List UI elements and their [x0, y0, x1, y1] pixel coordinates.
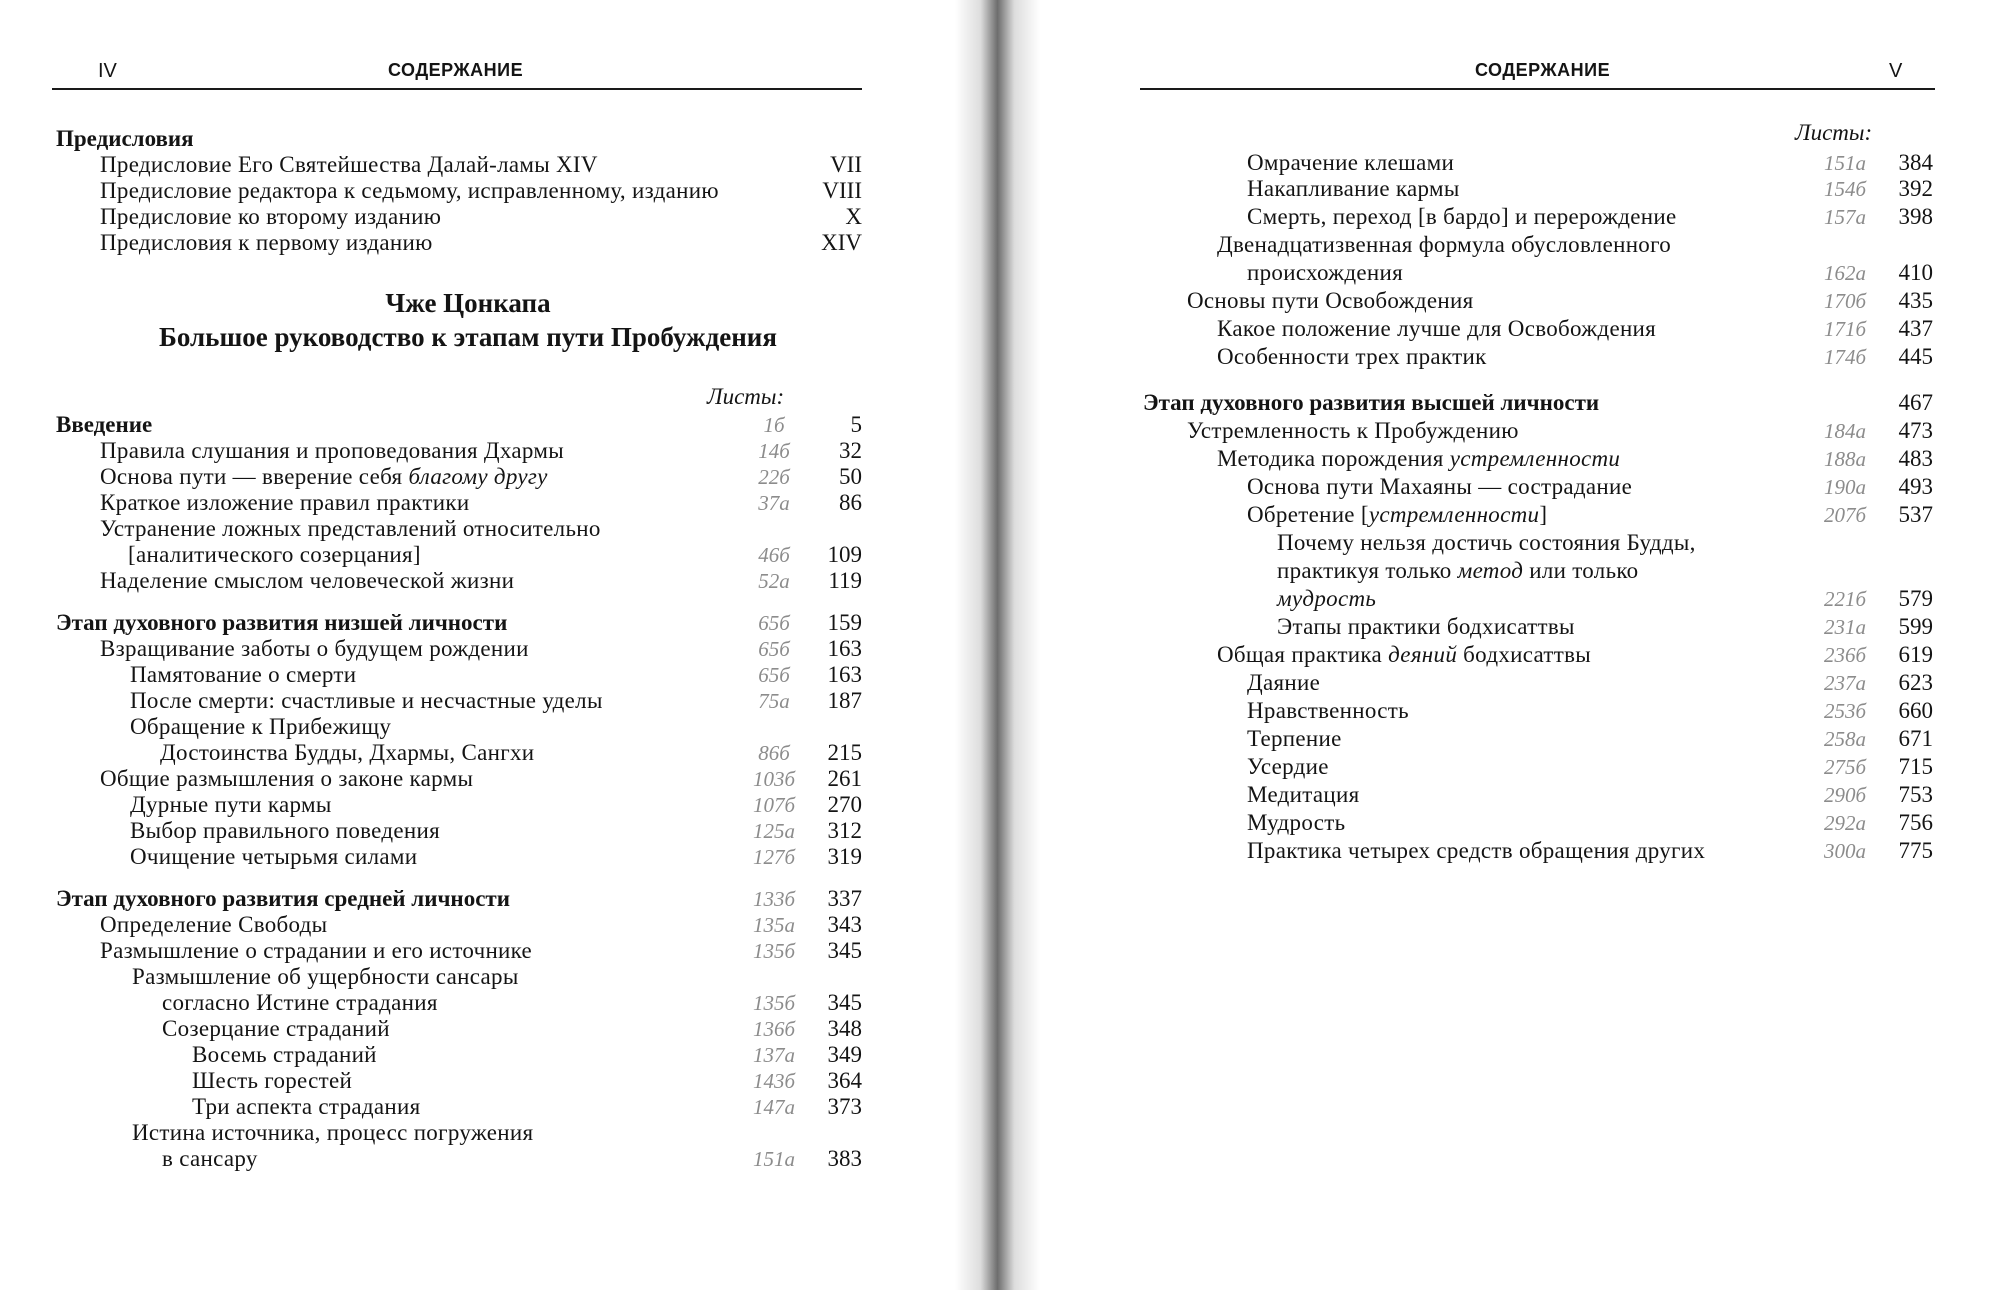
page-ref: 579 — [1898, 586, 1933, 611]
toc-entry: Смерть, переход [в бардо] и перерождение — [1247, 204, 1677, 229]
toc-entry: Памятование о смерти — [130, 662, 357, 687]
toc-entry: Созерцание страданий — [162, 1016, 390, 1041]
leaf-ref: 46б — [758, 543, 790, 567]
toc-entry: Очищение четырьмя силами — [130, 844, 418, 869]
toc-entry: После смерти: счастливые и несчастные уделы — [130, 688, 603, 713]
page-ref: 261 — [827, 766, 862, 791]
toc-entry: Медитация — [1247, 782, 1360, 807]
page-ref: 163 — [827, 636, 862, 661]
leaf-ref: 1б — [763, 413, 785, 437]
toc-entry: Размышление об ущербности сансары — [132, 964, 519, 989]
page-ref: 159 — [827, 610, 862, 635]
page-ref: 599 — [1898, 614, 1933, 639]
toc-entry: Основы пути Освобождения — [1187, 288, 1474, 313]
leaf-ref: 86б — [758, 741, 790, 765]
toc-entry: практикуя только метод или только — [1277, 558, 1639, 583]
leaf-ref: 135б — [752, 939, 796, 963]
book-title: Большое руководство к этапам пути Пробуждения — [159, 322, 777, 352]
leaf-ref: 14б — [758, 439, 790, 463]
page-ref: VII — [830, 152, 862, 177]
leaf-ref: 37а — [758, 491, 790, 515]
toc-entry: Наделение смыслом человеческой жизни — [100, 568, 515, 593]
leaf-ref: 221б — [1823, 587, 1867, 611]
toc-entry: Определение Свободы — [100, 912, 328, 937]
page-ref: 623 — [1898, 670, 1933, 695]
toc-entry: Нравственность — [1247, 698, 1409, 723]
leaf-ref: 162а — [1824, 261, 1866, 285]
toc-entry: Восемь страданий — [192, 1042, 377, 1067]
page-ref: 753 — [1898, 782, 1933, 807]
page-ref: 398 — [1898, 204, 1933, 229]
leaf-ref: 275б — [1823, 755, 1867, 779]
toc-entry: Основа пути Махаяны — сострадание — [1247, 474, 1633, 499]
leaf-ref: 127б — [752, 845, 796, 869]
page-ref: 86 — [839, 490, 862, 515]
toc-entry: Омрачение клешами — [1247, 150, 1455, 175]
page-ref: 348 — [827, 1016, 862, 1041]
leaf-ref: 300а — [1824, 839, 1866, 863]
page-ref: 537 — [1898, 502, 1933, 527]
page-ref: 109 — [827, 542, 862, 567]
page-ref: 467 — [1898, 390, 1933, 415]
section-heading: Предисловия — [56, 126, 194, 151]
page-ref: 215 — [827, 740, 862, 765]
page-ref: 445 — [1898, 344, 1933, 369]
leaf-ref: 135а — [753, 913, 795, 937]
page-ref: 671 — [1898, 726, 1933, 751]
toc-entry: Введение — [56, 412, 153, 437]
page-ref: 660 — [1898, 698, 1933, 723]
page-ref: XIV — [821, 230, 862, 255]
leaf-ref: 133б — [752, 887, 796, 911]
toc-entry: Этап духовного развития низшей личности — [56, 610, 508, 635]
page-ref: 715 — [1898, 754, 1933, 779]
leaf-ref: 22б — [758, 465, 790, 489]
header-rule — [1140, 88, 1935, 90]
page-ref: 119 — [828, 568, 862, 593]
author-name: Чже Цонкапа — [385, 288, 551, 318]
page-ref: 345 — [827, 990, 862, 1015]
toc-entry: Взращивание заботы о будущем рождении — [100, 636, 529, 661]
leaf-ref: 107б — [752, 793, 796, 817]
leaf-ref: 136б — [752, 1017, 796, 1041]
leaf-ref: 151а — [1824, 151, 1866, 175]
page-ref: 349 — [827, 1042, 862, 1067]
toc-entry: согласно Истине страдания — [162, 990, 438, 1015]
page-ref: 364 — [827, 1068, 862, 1093]
toc-entry: Накапливание кармы — [1247, 176, 1460, 201]
leaf-ref: 103б — [752, 767, 796, 791]
running-header: СОДЕРЖАНИЕ — [1475, 60, 1611, 80]
toc-entry: Основа пути — вверение себя благому другу — [100, 464, 548, 489]
leaf-ref: 52а — [758, 569, 790, 593]
leaf-ref: 170б — [1823, 289, 1867, 313]
toc-entry: Почему нельзя достичь состояния Будды, — [1277, 530, 1696, 555]
leaf-ref: 231а — [1824, 615, 1866, 639]
leaf-ref: 258а — [1824, 727, 1866, 751]
leaf-ref: 137а — [753, 1043, 795, 1067]
page-ref: 163 — [827, 662, 862, 687]
page-ref: 337 — [827, 886, 862, 911]
toc-entry: [аналитического созерцания] — [128, 542, 421, 567]
page-ref: 756 — [1898, 810, 1933, 835]
toc-entry: Этапы практики бодхисаттвы — [1277, 614, 1575, 639]
right-page — [985, 0, 2000, 1290]
toc-entry: Выбор правильного поведения — [130, 818, 440, 843]
toc-entry: мудрость — [1277, 586, 1377, 611]
page-ref: 384 — [1898, 150, 1933, 175]
toc-entry: Этап духовного развития средней личности — [56, 886, 510, 911]
leaves-column-label: Листы: — [1795, 120, 1873, 145]
toc-entry: Правила слушания и проповедования Дхармы — [100, 438, 564, 463]
page-ref: 493 — [1898, 474, 1933, 499]
page-ref: 373 — [827, 1094, 862, 1119]
page-ref: X — [845, 204, 862, 229]
page-ref: 319 — [827, 844, 862, 869]
toc-entry: Усердие — [1247, 754, 1329, 779]
leaf-ref: 65б — [758, 663, 790, 687]
toc-entry: Общие размышления о законе кармы — [100, 766, 474, 791]
page-ref: 312 — [827, 818, 862, 843]
header-rule — [52, 88, 862, 90]
page-ref: 343 — [827, 912, 862, 937]
leaf-ref: 236б — [1823, 643, 1867, 667]
running-header: СОДЕРЖАНИЕ — [388, 60, 524, 80]
leaf-ref: 154б — [1823, 177, 1867, 201]
toc-entry: Даяние — [1247, 670, 1321, 695]
leaf-ref: 207б — [1823, 503, 1867, 527]
toc-entry: Мудрость — [1247, 810, 1346, 835]
leaf-ref: 157а — [1824, 205, 1866, 229]
page-ref: 383 — [827, 1146, 862, 1171]
toc-entry: Предисловие Его Святейшества Далай-ламы XIV — [100, 152, 598, 177]
toc-entry: Терпение — [1247, 726, 1342, 751]
leaf-ref: 290б — [1823, 783, 1867, 807]
toc-entry: Двенадцатизвенная формула обусловленного — [1217, 232, 1672, 257]
page-ref: 345 — [827, 938, 862, 963]
toc-entry: в сансару — [162, 1146, 258, 1171]
toc-entry: Этап духовного развития высшей личности — [1143, 390, 1600, 415]
toc-entry: Устремленность к Пробуждению — [1187, 418, 1519, 443]
page-ref: 187 — [827, 688, 862, 713]
toc-entry: Истина источника, процесс погружения — [132, 1120, 534, 1145]
toc-entry: Достоинства Будды, Дхармы, Сангхи — [160, 740, 535, 765]
leaf-ref: 253б — [1823, 699, 1867, 723]
toc-entry: происхождения — [1247, 260, 1403, 285]
toc-entry: Шесть горестей — [192, 1068, 353, 1093]
leaf-ref: 237а — [1824, 671, 1866, 695]
leaf-ref: 65б — [758, 637, 790, 661]
leaf-ref: 147а — [753, 1095, 795, 1119]
page-ref: 437 — [1898, 316, 1933, 341]
toc-entry: Практика четырех средств обращения других — [1247, 838, 1706, 863]
leaf-ref: 65б — [758, 611, 790, 635]
toc-entry: Предисловие редактора к седьмому, исправленному, изданию — [100, 178, 719, 203]
page-ref: 775 — [1898, 838, 1933, 863]
leaf-ref: 151а — [753, 1147, 795, 1171]
page-ref: 392 — [1898, 176, 1933, 201]
leaf-ref: 184а — [1824, 419, 1866, 443]
leaf-ref: 171б — [1823, 317, 1867, 341]
page-ref: 50 — [839, 464, 862, 489]
page-ref: 435 — [1898, 288, 1933, 313]
page-ref: 619 — [1898, 642, 1933, 667]
toc-entry: Устранение ложных представлений относительно — [100, 516, 601, 541]
page-ref: 5 — [850, 412, 862, 437]
leaf-ref: 125а — [753, 819, 795, 843]
leaf-ref: 292а — [1824, 811, 1866, 835]
leaf-ref: 190а — [1824, 475, 1866, 499]
toc-entry: Три аспекта страдания — [192, 1094, 421, 1119]
leaf-ref: 143б — [752, 1069, 796, 1093]
toc-entry: Предисловие ко второму изданию — [100, 204, 442, 229]
toc-entry: Обращение к Прибежищу — [130, 714, 392, 739]
leaf-ref: 174б — [1823, 345, 1867, 369]
toc-entry: Предисловия к первому изданию — [100, 230, 433, 255]
toc-entry: Дурные пути кармы — [130, 792, 332, 817]
toc-entry: Размышление о страдании и его источнике — [100, 938, 533, 963]
page-ref: VIII — [822, 178, 862, 203]
toc-entry: Краткое изложение правил практики — [100, 490, 470, 515]
toc-entry: Обретение [устремленности] — [1247, 502, 1548, 527]
page-ref: 32 — [839, 438, 862, 463]
page-number: V — [1889, 60, 1903, 82]
toc-entry: Какое положение лучше для Освобождения — [1217, 316, 1657, 341]
page-ref: 270 — [827, 792, 862, 817]
page-ref: 483 — [1898, 446, 1933, 471]
toc-entry: Методика порождения устремленности — [1217, 446, 1621, 471]
page-number: IV — [98, 60, 117, 82]
leaf-ref: 188а — [1824, 447, 1866, 471]
page-ref: 410 — [1898, 260, 1933, 285]
toc-entry: Общая практика деяний бодхисаттвы — [1217, 642, 1592, 667]
leaf-ref: 75а — [758, 689, 790, 713]
page-ref: 473 — [1898, 418, 1933, 443]
left-page — [0, 0, 985, 1290]
leaves-column-label: Листы: — [707, 384, 785, 409]
leaf-ref: 135б — [752, 991, 796, 1015]
toc-entry: Особенности трех практик — [1217, 344, 1487, 369]
